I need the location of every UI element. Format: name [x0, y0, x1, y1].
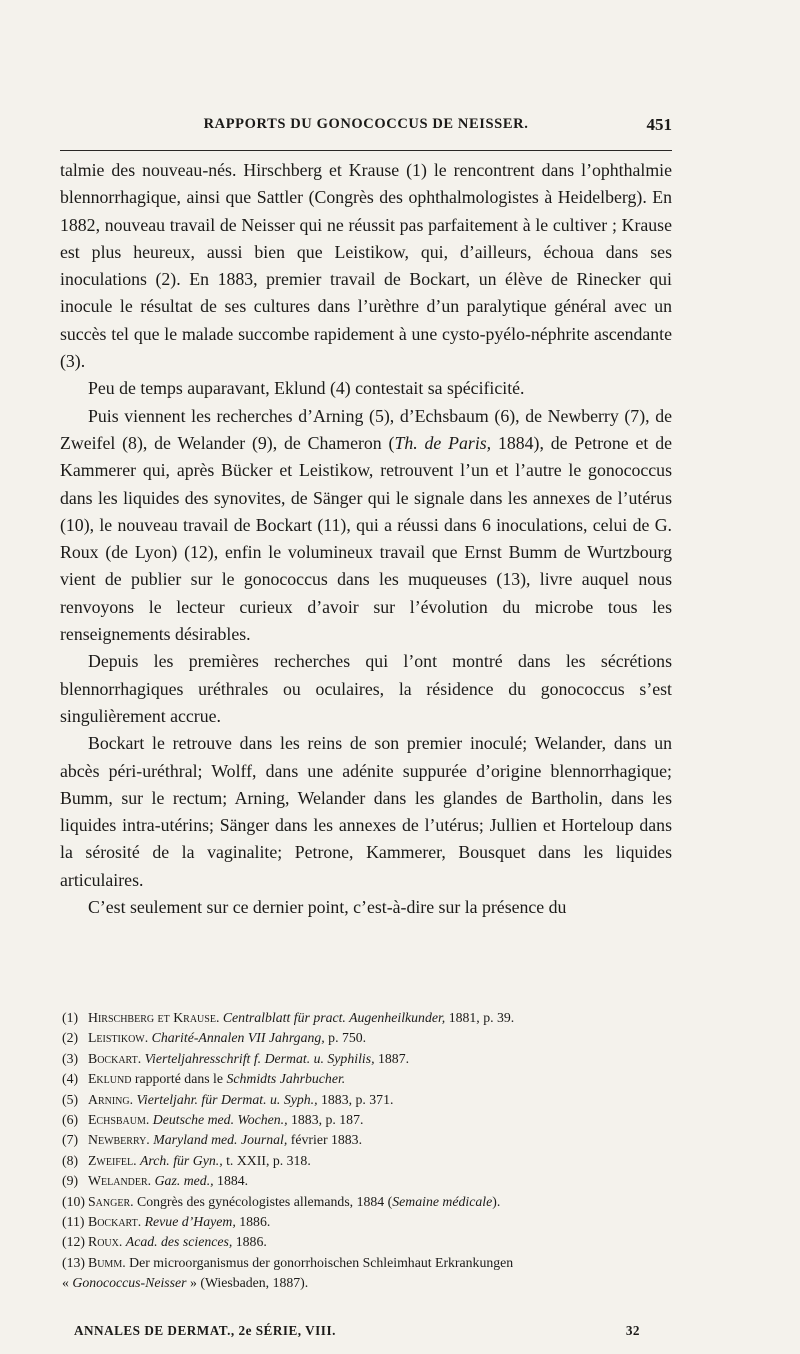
footnote-author: Eklund	[88, 1071, 132, 1087]
footnote	[60, 1212, 672, 1232]
footnote-title: Schmidts Jahrbucher.	[226, 1071, 346, 1087]
footnote	[60, 1253, 672, 1273]
footnote-rest: » (Wiesbaden, 1887).	[186, 1275, 309, 1291]
signature-mark: 32	[625, 1323, 640, 1338]
paragraph	[60, 403, 672, 649]
paragraph: Depuis les premières recherches qui l’ont montré dans les sécrétions blennorrhagiques uréthrales ou oculaires, la résidence du gonococcus s’est singulièrement accrue.	[60, 651, 672, 726]
footnote-title: Gonococcus-Neisser	[72, 1275, 187, 1291]
footnote	[60, 1008, 672, 1028]
footnote-rest: p. 750.	[324, 1030, 367, 1046]
page-number: 451	[646, 115, 672, 134]
main-text	[60, 157, 672, 921]
paragraph: C’est seulement sur ce dernier point, c’est-à-dire sur la présence du	[88, 897, 567, 918]
footnote-title: Charité-Annalen VII Jahrgang,	[151, 1030, 325, 1046]
footnote-number: (4)	[62, 1071, 79, 1087]
paragraph-text: 1884), de Petrone et de Kammerer qui, après Bücker et Leistikow, retrouvent l’un et l’autre le gonococcus dans les liquides des synovites, de Sänger qui le signale dans les annexes de l’utérus (10), le nouveau travail de Bockart (11), qui a réussi dans 6 inoculations, celui de G. Roux (de Lyon) (12), enfin le volumineux travail que Ernst Bumm de Wurtzbourg vient de publier sur le gonococcus dans les muqueuses (13), livre auquel nous renvoyons le lecteur curieux d’avoir sur l’évolution du microbe tous les renseignements désirables.	[60, 432, 672, 645]
footnote-author: Bockart.	[88, 1214, 142, 1230]
footnote-pre: Der microorganismus der gonorrhoischen Schleimhaut Erkrankungen	[125, 1254, 514, 1270]
footnote-rest: 1881, p. 39.	[445, 1010, 515, 1025]
footnote-author: Bockart.	[88, 1050, 142, 1066]
footnote	[60, 1028, 672, 1048]
paragraph: talmie des nouveau-nés. Hirschberg et Krause (1) le rencontrent dans l’ophthalmie blennorrhagique, ainsi que Sattler (Congrès des ophthalmologistes à Heidelberg). En 1882, nouveau travail de Neisser qui ne réussit pas parfaitement à le cultiver ; Krause est plus heureux, aussi bien que Leistikow, qui, d’ailleurs, échoua dans ses inoculations (2). En 1883, premier travail de Bockart, un élève de Rinecker qui inocule le résultat de ses cultures dans l’urèthre d’un paralytique général avec un succès tel que le malade succombe rapidement à une cysto-pyélo-néphrite ascendante (3).	[60, 160, 672, 372]
footnote-rest: 1883, p. 371.	[317, 1091, 394, 1107]
footnote-number: (12)	[62, 1234, 85, 1250]
footnote-rest: t. XXII, p. 318.	[222, 1152, 311, 1168]
open-quote: «	[62, 1275, 73, 1291]
footnote-number: (5)	[62, 1091, 79, 1107]
signature-line	[74, 1323, 640, 1343]
footnote-number: (1)	[62, 1010, 79, 1025]
journal-signature: ANNALES DE DERMAT., 2e SÉRIE, VIII.	[74, 1323, 336, 1338]
footnote-title: Maryland med. Journal,	[153, 1132, 288, 1148]
footnote-rest: 1884.	[213, 1173, 249, 1189]
footnote-author: Newberry.	[88, 1132, 150, 1148]
footnote-author: Roux.	[88, 1234, 123, 1250]
footnote	[60, 1151, 672, 1171]
footnote-rest: 1886.	[232, 1234, 267, 1250]
footnote-rest: février 1883.	[287, 1132, 363, 1148]
footnote-number: (8)	[62, 1152, 79, 1168]
footnote-number: (11)	[62, 1214, 85, 1230]
footnote-pre: rapporté dans le	[131, 1071, 227, 1087]
footnote-author: Echsbaum.	[88, 1112, 150, 1128]
footnote-title: Acad. des sciences,	[125, 1234, 233, 1250]
page-header	[60, 116, 672, 138]
footnote	[60, 1110, 672, 1130]
running-title: RAPPORTS DU GONOCOCCUS DE NEISSER.	[203, 116, 529, 132]
footnote-title: Arch. für Gyn.,	[140, 1152, 223, 1168]
footnote-title: Gaz. med.,	[154, 1173, 214, 1189]
header-rule	[60, 150, 672, 151]
footnote	[60, 1171, 672, 1191]
footnote	[60, 1049, 672, 1069]
footnote-rest: 1887.	[374, 1050, 410, 1066]
paragraph: Peu de temps auparavant, Eklund (4) contestait sa spécificité.	[88, 378, 525, 399]
footnote-number: (2)	[62, 1030, 79, 1046]
footnote-number: (13)	[62, 1254, 85, 1270]
footnote	[60, 1069, 672, 1089]
footnote-title: Vierteljahr. für Dermat. u. Syph.,	[136, 1091, 318, 1107]
footnote	[60, 1130, 672, 1150]
footnote	[60, 1232, 672, 1252]
footnote-author: Zweifel.	[88, 1152, 137, 1168]
footnote-rest: 1883, p. 187.	[287, 1112, 364, 1128]
footnote-number: (3)	[62, 1050, 79, 1066]
footnote-author: Hirschberg et Krause.	[88, 1010, 220, 1025]
footnote-continuation	[60, 1273, 672, 1293]
footnote-pre: Congrès des gynécologistes allemands, 1884 (	[133, 1193, 393, 1209]
footnote-rest: 1886.	[235, 1214, 271, 1230]
footnote-number: (7)	[62, 1132, 79, 1148]
footnote	[60, 1192, 672, 1212]
footnote-title: Deutsche med. Wochen.,	[152, 1112, 288, 1128]
paragraph: Bockart le retrouve dans les reins de son premier inoculé; Welander, dans un abcès péri-uréthral; Wolff, dans une adénite suppurée d’origine blennorrhagique; Bumm, sur le rectum; Arning, Welander dans les glandes de Bartholin, dans les liquides intra-utérins; Sänger dans les annexes de l’utérus; Jullien et Horteloup dans la sérosité de la vaginalite; Petrone, Kammerer, Bousquet dans les liquides articulaires.	[60, 733, 672, 890]
footnote-title: Vierteljahresschrift f. Dermat. u. Syphilis,	[144, 1050, 375, 1066]
footnote-number: (6)	[62, 1112, 79, 1128]
footnotes	[60, 1008, 672, 1294]
footnote-author: Leistikow.	[88, 1030, 149, 1046]
footnote-rest: ).	[492, 1193, 501, 1209]
footnote-number: (10)	[62, 1193, 85, 1209]
thesis-citation: Th. de Paris,	[394, 432, 492, 453]
footnote-title: Semaine médicale	[392, 1193, 493, 1209]
paragraph-text: Puis viennent les recherches d’Arning (5), d’Echsbaum (6), de Newberry (7), de Zweifel (8), de Welander (9), de Chameron (	[60, 405, 672, 453]
footnote-author: Bumm.	[88, 1254, 126, 1270]
footnote-number: (9)	[62, 1173, 79, 1189]
footnote-author: Welander.	[88, 1173, 152, 1189]
footnote	[60, 1090, 672, 1110]
footnote-author: Arning.	[88, 1091, 134, 1107]
footnote-author: Sanger.	[88, 1193, 134, 1209]
footnote-title: Centralblatt für pract. Augenheilkunder,	[222, 1010, 446, 1025]
footnote-title: Revue d’Hayem,	[144, 1214, 236, 1230]
